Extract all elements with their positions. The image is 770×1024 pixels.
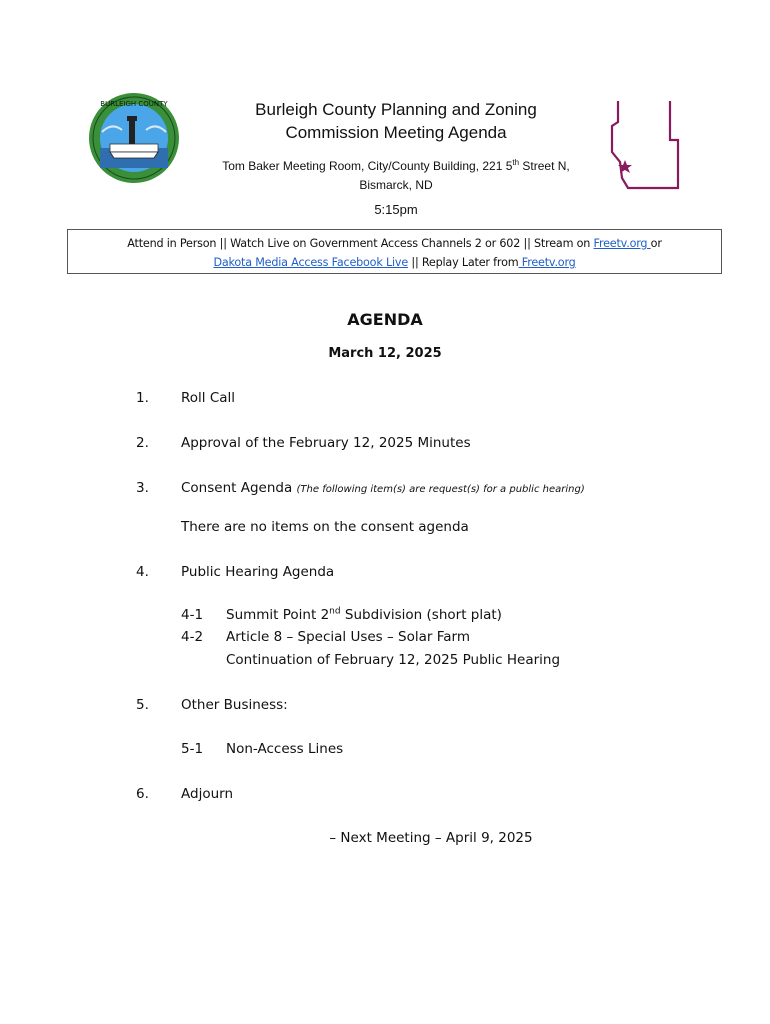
consent-label: Consent Agenda: [181, 480, 297, 496]
item-other-business: Other Business:: [181, 697, 288, 713]
sub-4-1-a: Summit Point 2: [226, 607, 330, 623]
attendance-options-box: [67, 229, 722, 274]
item-number: 1.: [136, 390, 149, 406]
sub-item-solar-farm: Article 8 – Special Uses – Solar Farm: [226, 629, 470, 645]
sub-item-number: 4-2: [181, 629, 204, 645]
attend-text-or: or: [650, 237, 662, 250]
facebook-live-link[interactable]: Dakota Media Access Facebook Live: [213, 256, 409, 269]
sub-item-summit-point: [226, 607, 502, 623]
location-text-a: Tom Baker Meeting Room, City/County Building, 221 5: [222, 159, 513, 173]
county-map-icon: [608, 100, 684, 192]
meeting-time: 5:15pm: [374, 202, 418, 217]
freetv-replay-link[interactable]: Freetv.org: [518, 256, 576, 269]
attend-text-replay: || Replay Later from: [408, 256, 519, 269]
item-number: 2.: [136, 435, 149, 451]
location-sup: th: [512, 158, 520, 167]
item-consent-agenda: [181, 480, 585, 496]
attend-text-1: Attend in Person || Watch Live on Government Access Channels 2 or 602 || Stream on: [127, 237, 594, 250]
item-number: 6.: [136, 786, 149, 802]
next-meeting: – Next Meeting – April 9, 2025: [329, 830, 533, 846]
sub-4-1-sup: nd: [329, 606, 341, 617]
item-number: 4.: [136, 564, 149, 580]
agenda-date: March 12, 2025: [328, 346, 442, 361]
sub-4-1-b: Subdivision (short plat): [340, 607, 502, 623]
item-adjourn: Adjourn: [181, 786, 234, 802]
sub-item-number: 4-1: [181, 607, 204, 623]
location-text-b: Street N,: [519, 159, 570, 173]
sub-item-number: 5-1: [181, 741, 204, 757]
item-number: 5.: [136, 697, 149, 713]
freetv-stream-link[interactable]: Freetv.org: [593, 237, 651, 250]
item-approval-minutes: Approval of the February 12, 2025 Minutes: [181, 435, 471, 451]
page-title: [200, 98, 592, 144]
title-line-1: Burleigh County Planning and Zoning: [255, 100, 537, 119]
item-roll-call: Roll Call: [181, 390, 236, 406]
sub-item-non-access-lines: Non-Access Lines: [226, 741, 344, 757]
item-number: 3.: [136, 480, 149, 496]
item-public-hearing: Public Hearing Agenda: [181, 564, 335, 580]
location-city: Bismarck, ND: [359, 178, 433, 192]
sub-item-continuation: Continuation of February 12, 2025 Public Hearing: [226, 652, 561, 668]
seal-text: BURLEIGH COUNTY: [100, 100, 168, 108]
consent-detail: There are no items on the consent agenda: [181, 519, 469, 535]
title-line-2: Commission Meeting Agenda: [285, 123, 507, 142]
agenda-heading: AGENDA: [347, 310, 423, 329]
county-seal-logo: [88, 92, 180, 184]
meeting-location: [190, 157, 602, 195]
consent-note: (The following item(s) are request(s) for a public hearing): [296, 484, 585, 495]
